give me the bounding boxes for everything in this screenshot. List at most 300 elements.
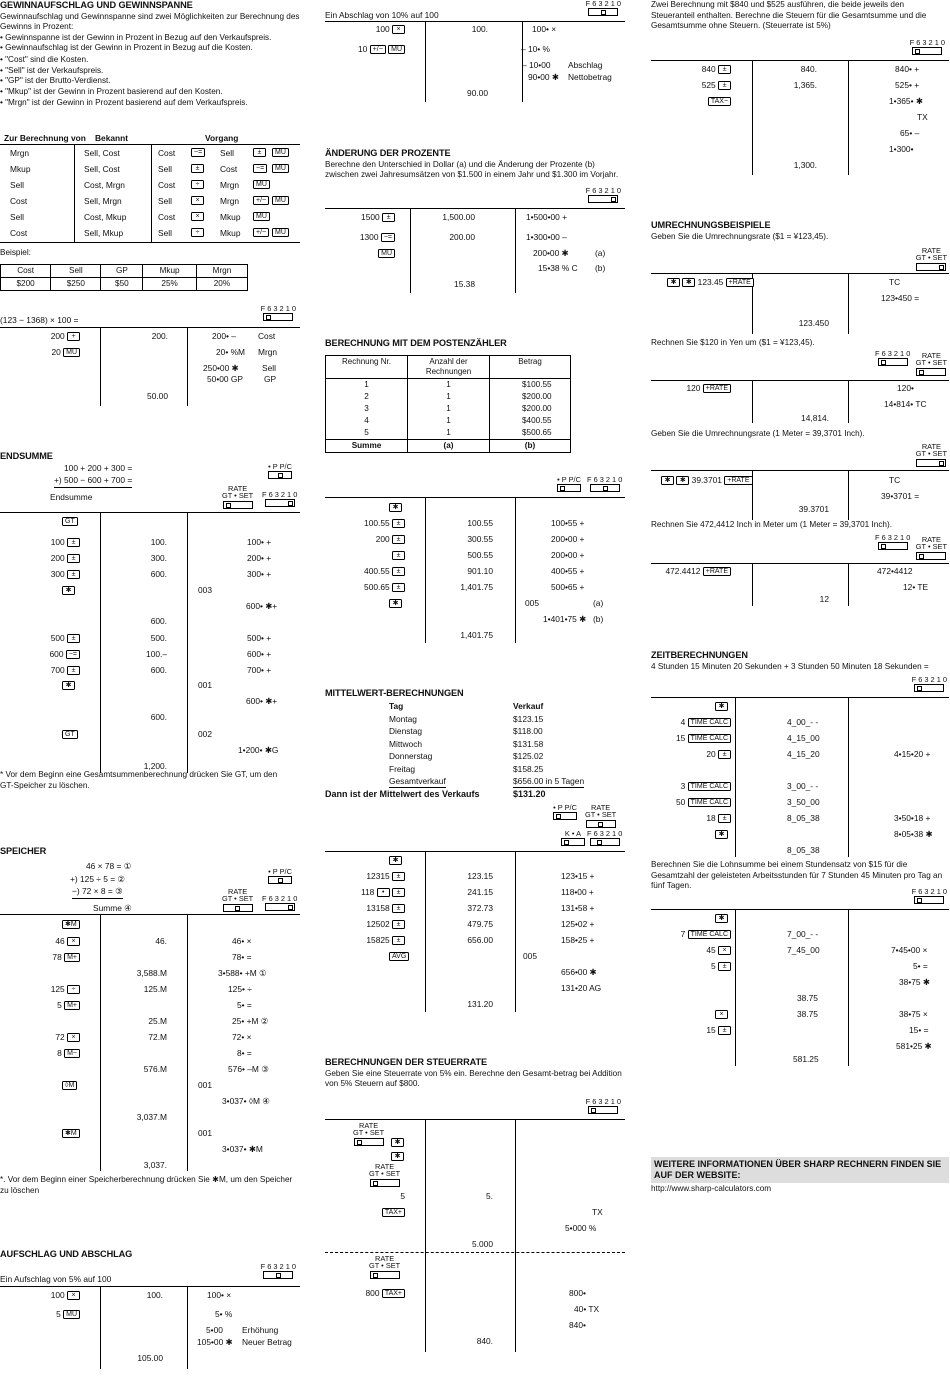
display: 500.55	[467, 550, 493, 560]
switch-f	[586, 0, 621, 16]
tape: 250•00 ✱	[203, 363, 239, 373]
input-cell	[0, 553, 80, 564]
input: 600	[49, 649, 64, 659]
star-key[interactable]: ✱	[676, 476, 689, 485]
display: 105.00	[137, 1353, 163, 1363]
display: 123.15	[467, 871, 493, 881]
tape: 123•15 +	[561, 871, 595, 881]
def: • "Cost" sind die Kosten.	[0, 55, 89, 65]
th-known: Bekannt	[95, 133, 129, 143]
switch-f	[262, 491, 297, 507]
input: 13158	[366, 903, 390, 913]
input: 50	[676, 797, 686, 807]
m-minus-key[interactable]: M−	[64, 1049, 80, 1058]
display: 600.	[150, 712, 167, 722]
pm-key[interactable]: ±	[67, 554, 80, 563]
switch-label: RATE	[228, 484, 248, 493]
switch-label: • P P/C	[268, 867, 292, 876]
avg-key[interactable]: AVG	[389, 952, 409, 961]
pm-key[interactable]: ±	[718, 750, 731, 759]
display: 840.	[800, 64, 817, 74]
tape: 20• %M	[216, 347, 245, 357]
display: 1,200.	[143, 761, 167, 771]
tape: 3•588• +M ①	[218, 968, 267, 978]
invoice-cell: 1	[408, 378, 490, 391]
time-key[interactable]: TIME CALC	[688, 930, 731, 939]
mu-key[interactable]: MU	[378, 249, 395, 258]
switch-f	[912, 676, 947, 692]
pm-key[interactable]: ±	[718, 1026, 731, 1035]
pm-key[interactable]: ±	[718, 814, 731, 823]
pm-key[interactable]: ±	[718, 65, 731, 74]
op-key[interactable]: ×	[191, 212, 204, 221]
star-key[interactable]: ✱	[667, 278, 680, 287]
input: 200	[50, 331, 65, 341]
table-cell: Cost	[158, 212, 176, 222]
switch-f	[875, 534, 910, 550]
switch-label: • P P/C	[553, 803, 577, 812]
cell: $250	[51, 277, 101, 290]
display: 38.75	[797, 993, 818, 1003]
m-plus-key[interactable]: M+	[64, 953, 80, 962]
pm-key[interactable]: ±	[392, 872, 405, 881]
minus-eq-key[interactable]: −=	[66, 650, 80, 659]
input-cell	[325, 903, 405, 914]
switch-label: GT • SET	[222, 894, 254, 904]
tape: 525• +	[895, 80, 920, 90]
tape-label: Nettobetrag	[568, 72, 612, 82]
tax-plus-key[interactable]: TAX+	[382, 1208, 405, 1217]
th-calc: Zur Berechnung von	[4, 133, 86, 143]
tf: (b)	[490, 439, 571, 452]
display: 100.	[150, 537, 167, 547]
op-key[interactable]: MU	[272, 148, 289, 157]
minus-eq-key[interactable]: −=	[381, 233, 395, 242]
switch-label: F 6 3 2 1 0	[585, 1097, 621, 1106]
input-cell	[651, 961, 731, 972]
input-cell	[651, 945, 731, 956]
input: 45	[706, 945, 716, 955]
div-key[interactable]: ÷	[67, 985, 80, 994]
desc: Berechnen Sie die Lohnsumme bei einem Stundensatz von $15 für die Gesamtzahl der geleisteten Arbeitsstunden für 7 Stunden 45 Minuten pro Tag an fünf Tagen.	[651, 860, 943, 891]
pm-key[interactable]: ±	[382, 213, 395, 222]
pm-key[interactable]: ±	[392, 888, 405, 897]
cell: $50	[101, 277, 143, 290]
website-url[interactable]: http://www.sharp-calculators.com	[651, 1184, 772, 1193]
tape-label: Neuer Betrag	[242, 1337, 292, 1347]
pm-key[interactable]: ±	[392, 904, 405, 913]
pm-key[interactable]: ±	[67, 538, 80, 547]
switch-label: GT • SET	[915, 542, 947, 552]
star-key[interactable]: ✱	[391, 1138, 404, 1147]
input-cell	[325, 935, 405, 946]
gt-key[interactable]: GT	[62, 517, 78, 526]
switch-label: F 6 3 2 1 0	[587, 829, 623, 838]
day: Mittwoch	[389, 738, 423, 749]
input-cell	[0, 665, 80, 676]
tape: 005	[523, 951, 537, 961]
star-cell	[389, 502, 402, 513]
display: 600.	[150, 616, 167, 626]
example-label: Beispiel:	[0, 248, 31, 257]
times-key[interactable]: ×	[392, 25, 405, 34]
switch-label: GT • SET	[369, 1169, 401, 1179]
tape: 002	[198, 729, 212, 739]
display: 7_00_- -	[787, 929, 819, 939]
switch-f	[586, 187, 621, 203]
table-cell: Cost	[158, 148, 176, 158]
cell: Cost	[1, 264, 51, 277]
section-discount	[325, 0, 625, 102]
tape: 90•00 ✱	[528, 72, 559, 82]
star-key[interactable]: ✱	[661, 476, 674, 485]
cell: Mrgn	[196, 264, 247, 277]
rate-key[interactable]: +RATE	[724, 476, 752, 485]
switch-rate	[916, 247, 947, 271]
input: 800	[365, 1288, 380, 1298]
example-table	[0, 264, 248, 292]
switch-label: RATE	[591, 803, 611, 812]
day: Dienstag	[389, 726, 423, 737]
op-key[interactable]: +/−	[253, 228, 269, 237]
star-cell	[62, 585, 75, 596]
op-key[interactable]: ÷	[191, 180, 204, 189]
tax-plus-key[interactable]: TAX+	[382, 1289, 405, 1298]
invoice-cell: $400.55	[522, 415, 552, 425]
tape: 131•20 AG	[561, 983, 602, 993]
tape: 38•75 ✱	[899, 977, 930, 987]
switch-label: K • A	[564, 829, 582, 838]
input: 400.55	[364, 566, 390, 576]
display: 8_05_38	[787, 813, 820, 823]
times-key[interactable]: ×	[715, 1010, 728, 1019]
op-key[interactable]: MU	[272, 228, 289, 237]
input: 100	[375, 24, 390, 34]
invoice-cell: 1	[326, 378, 408, 391]
time-key[interactable]: TIME CALC	[688, 734, 731, 743]
input: 3	[680, 781, 686, 791]
mu-key[interactable]: MU	[388, 45, 405, 54]
input: 118	[360, 887, 375, 897]
input: 5	[57, 1000, 62, 1010]
tape: 200•00 +	[551, 550, 585, 560]
display: 39.3701	[798, 504, 829, 514]
pm-key[interactable]: ±	[718, 962, 731, 971]
tf: (a)	[408, 439, 490, 452]
pm-key[interactable]: ±	[67, 634, 80, 643]
tape: 65• –	[900, 128, 920, 138]
tape: 1•500•00 +	[526, 212, 568, 222]
input-cell	[0, 952, 80, 963]
section-tax-2	[651, 0, 949, 175]
display: 581.25	[793, 1054, 819, 1064]
th-proc: Vorgang	[205, 133, 239, 143]
tax-minus-key[interactable]: TAX−	[708, 97, 731, 106]
times-cell	[715, 1009, 728, 1020]
pm-key[interactable]: ±	[392, 567, 405, 576]
clear-memory-key[interactable]: ✱M	[62, 1129, 80, 1138]
tape: 15• =	[909, 1025, 929, 1035]
star-cell	[715, 701, 728, 712]
column-3	[651, 0, 949, 1378]
switch-label: F 6 3 2 1 0	[262, 490, 298, 499]
input-cell	[651, 749, 731, 760]
display: 1,500.00	[442, 212, 475, 222]
op-key[interactable]: +/−	[253, 196, 269, 205]
m-plus-key[interactable]: M+	[64, 1001, 80, 1010]
input: 5	[56, 1309, 61, 1319]
tape: 1•300•	[889, 144, 914, 154]
input-cell	[325, 518, 405, 529]
op-key[interactable]: MU	[272, 164, 289, 173]
input: 472.4412	[665, 566, 701, 576]
tape: 800•	[569, 1288, 586, 1298]
section-title: ÄNDERUNG DER PROZENTE	[325, 148, 451, 158]
switch-rate	[916, 443, 947, 467]
bullet: • Gewinnspanne ist der Gewinn in Prozent in Bezug auf den Verkaufspreis.	[0, 32, 272, 42]
switch-f	[587, 830, 622, 846]
tape: 200•00 +	[551, 534, 585, 544]
section-markup-discount	[0, 1249, 300, 1369]
section-title: AUFSCHLAG UND ABSCHLAG	[0, 1249, 133, 1259]
section-item-counter	[325, 338, 625, 643]
desc: Rechnen Sie $120 in Yen um ($1 = ¥123,45).	[651, 338, 815, 347]
switch-label: F 6 3 2 1 0	[875, 349, 911, 358]
display: 1,401.75	[460, 582, 493, 592]
th: Anzahl der Rechnungen	[408, 355, 490, 378]
section-title: SPEICHER	[0, 846, 47, 856]
input: 100.55	[364, 518, 390, 528]
switch-label: RATE	[228, 887, 248, 896]
star-key[interactable]: ✱	[62, 681, 75, 690]
switch-label: F 6 3 2 1 0	[260, 1262, 296, 1271]
times-key[interactable]: ×	[67, 1291, 80, 1300]
times-key[interactable]: ×	[718, 946, 731, 955]
gt-key[interactable]: GT	[62, 730, 78, 739]
star-key[interactable]: ✱	[389, 856, 402, 865]
switch-ppic	[268, 868, 292, 884]
rate-key[interactable]: +RATE	[726, 278, 754, 287]
time-key[interactable]: TIME CALC	[688, 782, 731, 791]
switch-rate	[353, 1122, 384, 1146]
tape: 12• TE	[903, 582, 929, 592]
tape: 500•65 +	[551, 582, 585, 592]
star-key[interactable]: ✱	[715, 830, 728, 839]
switch-ppic	[553, 804, 577, 820]
op-key[interactable]: −=	[253, 164, 267, 173]
tape: 100• ×	[207, 1290, 232, 1300]
section-average	[325, 688, 625, 1018]
pm-key[interactable]: ±	[392, 920, 405, 929]
section-title: ENDSUMME	[0, 451, 53, 461]
display: 4_00_- -	[787, 717, 819, 727]
op-key[interactable]: MU	[272, 196, 289, 205]
example-table-block	[0, 248, 300, 291]
tape: 14•814• TC	[884, 399, 927, 409]
tape: 8•05•38 ✱	[894, 829, 933, 839]
sales: $656.00 in 5 Tagen	[513, 776, 585, 786]
mu-key[interactable]: MU	[63, 348, 80, 357]
star-key[interactable]: ✱	[62, 586, 75, 595]
tape: – 10• %	[521, 44, 551, 54]
pm-key[interactable]: ±	[67, 666, 80, 675]
sales: $118.00	[513, 726, 543, 737]
switch-f	[261, 1263, 296, 1279]
input-cell	[0, 1032, 80, 1043]
star-cell	[389, 598, 402, 609]
input-cell	[651, 733, 731, 744]
invoice-cell: 5	[326, 427, 408, 440]
op-key[interactable]: ±	[191, 164, 204, 173]
tape: 600• ✱+	[246, 601, 278, 611]
section-markup-margin	[0, 0, 300, 108]
display: 1,365.	[793, 80, 817, 90]
cell: $200	[1, 277, 51, 290]
times-key[interactable]: ×	[67, 1033, 80, 1042]
time-key[interactable]: TIME CALC	[688, 718, 731, 727]
rate-key[interactable]: +RATE	[703, 384, 731, 393]
pm-key[interactable]: ±	[718, 81, 731, 90]
input: 5	[400, 1191, 405, 1201]
display: 131.20	[467, 999, 493, 1009]
dot-key[interactable]: •	[377, 888, 390, 897]
star-key[interactable]: ✱	[715, 702, 728, 711]
procedure-rows	[0, 145, 300, 243]
table-cell: Sell	[158, 196, 172, 206]
table-cell: Mrgn	[220, 180, 240, 190]
mu-key[interactable]: MU	[63, 1310, 80, 1319]
tape: 100• +	[247, 537, 272, 547]
tape: 15•38 % C	[538, 263, 578, 273]
switch-label: F 6 3 2 1 0	[875, 533, 911, 542]
display: 4_15_20	[787, 749, 820, 759]
tape: 4•15•20 +	[894, 749, 931, 759]
tape: 5• =	[237, 1000, 252, 1010]
sales: $131.58	[513, 738, 544, 749]
input: 20	[706, 749, 716, 759]
sum-label: Summe ④	[93, 903, 132, 913]
tape: 300• +	[247, 569, 272, 579]
table-cell: Mrgn	[220, 196, 240, 206]
display: 901.10	[467, 566, 493, 576]
star-key[interactable]: ✱	[391, 1152, 404, 1161]
switch-f	[262, 895, 297, 911]
recall-memory-key[interactable]: ◊M	[62, 1081, 77, 1090]
op-key[interactable]: ÷	[191, 228, 204, 237]
input-cell	[0, 569, 80, 580]
tape: TC	[889, 277, 901, 287]
star-key[interactable]: ✱	[389, 599, 402, 608]
input-cell	[325, 871, 405, 882]
invoice-row	[326, 427, 571, 440]
star-cell	[389, 855, 402, 866]
switch-label: F 6 3 2 1 0	[262, 894, 298, 903]
display: 5.	[486, 1191, 493, 1201]
switch-label: RATE	[921, 442, 941, 451]
tape: TX	[592, 1207, 603, 1217]
input: 15	[676, 733, 686, 743]
star-key[interactable]: ✱	[389, 503, 402, 512]
display: 12	[819, 594, 829, 604]
th: Betrag	[490, 355, 571, 378]
input: 200	[50, 553, 65, 563]
formula: 100 + 200 + 300 =	[64, 463, 133, 473]
tape: 131•58 +	[561, 903, 595, 913]
tape-label: Erhöhung	[242, 1325, 279, 1335]
table-cell: Cost, Mrgn	[84, 180, 125, 190]
tape: 100• ×	[532, 24, 557, 34]
display: 100.	[146, 1290, 163, 1300]
display: 8_05_38	[787, 845, 820, 855]
cell: 20%	[196, 277, 247, 290]
switch-rate	[916, 536, 947, 560]
switch-rate	[585, 804, 616, 828]
desc: Geben Sie eine Steuerrate von 5% ein. Berechne den Gesamt-betrag bei Addition von 5% Steuern auf $800.	[325, 1068, 622, 1089]
op-key[interactable]: MU	[253, 212, 270, 221]
time-key[interactable]: TIME CALC	[688, 798, 731, 807]
star-cell	[62, 680, 75, 691]
tape: 576• –M ③	[228, 1064, 269, 1074]
switch-label: F 6 3 2 1 0	[260, 304, 296, 313]
tape-label: (a)	[595, 248, 606, 258]
op-key[interactable]: −=	[191, 148, 205, 157]
tape: 1•365• ✱	[889, 96, 923, 106]
display: 840.	[476, 1336, 493, 1346]
pm-key[interactable]: ±	[392, 551, 405, 560]
pm-key[interactable]: ±	[392, 583, 405, 592]
tape: 001	[198, 1080, 212, 1090]
op-key[interactable]: ±	[253, 148, 266, 157]
switch-label: F 6 3 2 1 0	[585, 0, 621, 8]
display: 479.75	[467, 919, 493, 929]
pm-key[interactable]: ±	[392, 519, 405, 528]
switch-label: GT • SET	[915, 253, 947, 263]
star-key[interactable]: ✱	[715, 914, 728, 923]
rate-key[interactable]: +RATE	[703, 567, 731, 576]
tape: – 10•00	[522, 60, 551, 70]
display: 100.–	[146, 649, 167, 659]
tape: 3•50•18 +	[894, 813, 931, 823]
clear-memory-key[interactable]: ✱M	[62, 920, 80, 929]
sign-key[interactable]: +/−	[370, 45, 386, 54]
op-key[interactable]: MU	[253, 180, 270, 189]
switch-label: RATE	[921, 246, 941, 255]
star-key[interactable]: ✱	[682, 278, 695, 287]
switch-rate	[222, 888, 253, 912]
op-key[interactable]: ×	[191, 196, 204, 205]
pm-key[interactable]: ±	[392, 535, 405, 544]
gt-cell	[62, 516, 78, 527]
tape: 8• =	[237, 1048, 252, 1058]
input: 15825	[366, 935, 390, 945]
display: 25.M	[148, 1016, 167, 1026]
switch-f	[586, 1098, 621, 1114]
tape: 3•037• ◊M ④	[222, 1096, 270, 1106]
pm-key[interactable]: ±	[67, 570, 80, 579]
table-cell: Sell, Cost	[84, 148, 120, 158]
times-key[interactable]: ×	[67, 937, 80, 946]
input-cell	[0, 649, 80, 660]
calc-formula: (123 − 1368) × 100 =	[0, 315, 79, 325]
def: • "Mkup" ist der Gewinn in Prozent basierend auf den Kosten.	[0, 87, 223, 97]
input-cell	[325, 566, 405, 577]
diam-cell	[62, 1080, 77, 1091]
input: 123.45	[697, 277, 724, 287]
input-cell	[0, 936, 80, 947]
pm-key[interactable]: ±	[392, 936, 405, 945]
def: • "GP" ist der Brutto-Verdienst.	[0, 76, 111, 86]
plus-key[interactable]: +	[67, 332, 80, 341]
